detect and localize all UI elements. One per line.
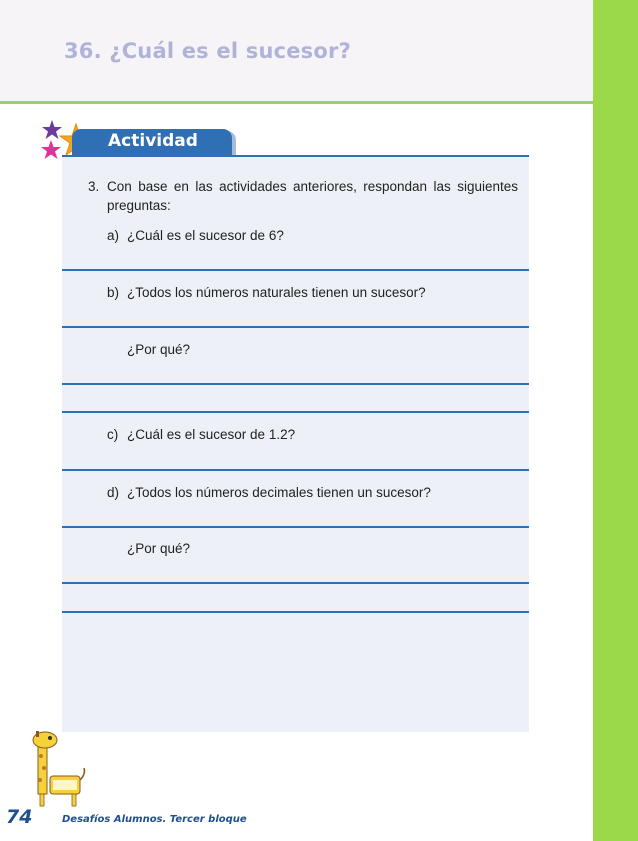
question-text: ¿Todos los números decimales tienen un sucesor? xyxy=(127,485,431,500)
answer-line[interactable] xyxy=(62,526,529,528)
question-letter: a) xyxy=(107,228,120,243)
panel-top-border xyxy=(62,155,529,157)
answer-line[interactable] xyxy=(62,611,529,613)
question-text: ¿Cuál es el sucesor de 6? xyxy=(127,228,284,243)
page-number: 74 xyxy=(6,806,33,828)
intro-text: Con base en las actividades anteriores, respondan las siguientes preguntas: xyxy=(107,179,518,213)
side-strip xyxy=(593,0,638,841)
activity-intro xyxy=(88,177,518,215)
answer-line[interactable] xyxy=(62,383,529,385)
answer-line[interactable] xyxy=(62,269,529,271)
question-letter: d) xyxy=(107,485,120,500)
purple-star-icon xyxy=(42,120,62,139)
activity-tab-label: Actividad xyxy=(108,131,198,151)
pink-star-icon xyxy=(41,140,61,159)
answer-line[interactable] xyxy=(62,411,529,413)
answer-line[interactable] xyxy=(62,582,529,584)
giraffe-icon xyxy=(26,728,90,808)
page-title: 36. ¿Cuál es el sucesor? xyxy=(64,39,351,63)
question-text: ¿Cuál es el sucesor de 1.2? xyxy=(127,427,296,442)
intro-number: 3. xyxy=(88,179,100,194)
answer-line[interactable] xyxy=(62,469,529,471)
question-text: ¿Todos los números naturales tienen un sucesor? xyxy=(127,285,426,300)
question-letter: b) xyxy=(107,285,120,300)
book-title: Desafíos Alumnos. Tercer bloque xyxy=(62,814,247,825)
activity-panel xyxy=(62,157,529,732)
answer-line[interactable] xyxy=(62,326,529,328)
question-text: ¿Por qué? xyxy=(127,342,191,357)
question-text: ¿Por qué? xyxy=(127,541,191,556)
header-divider xyxy=(0,101,593,104)
question-letter: c) xyxy=(107,427,119,442)
